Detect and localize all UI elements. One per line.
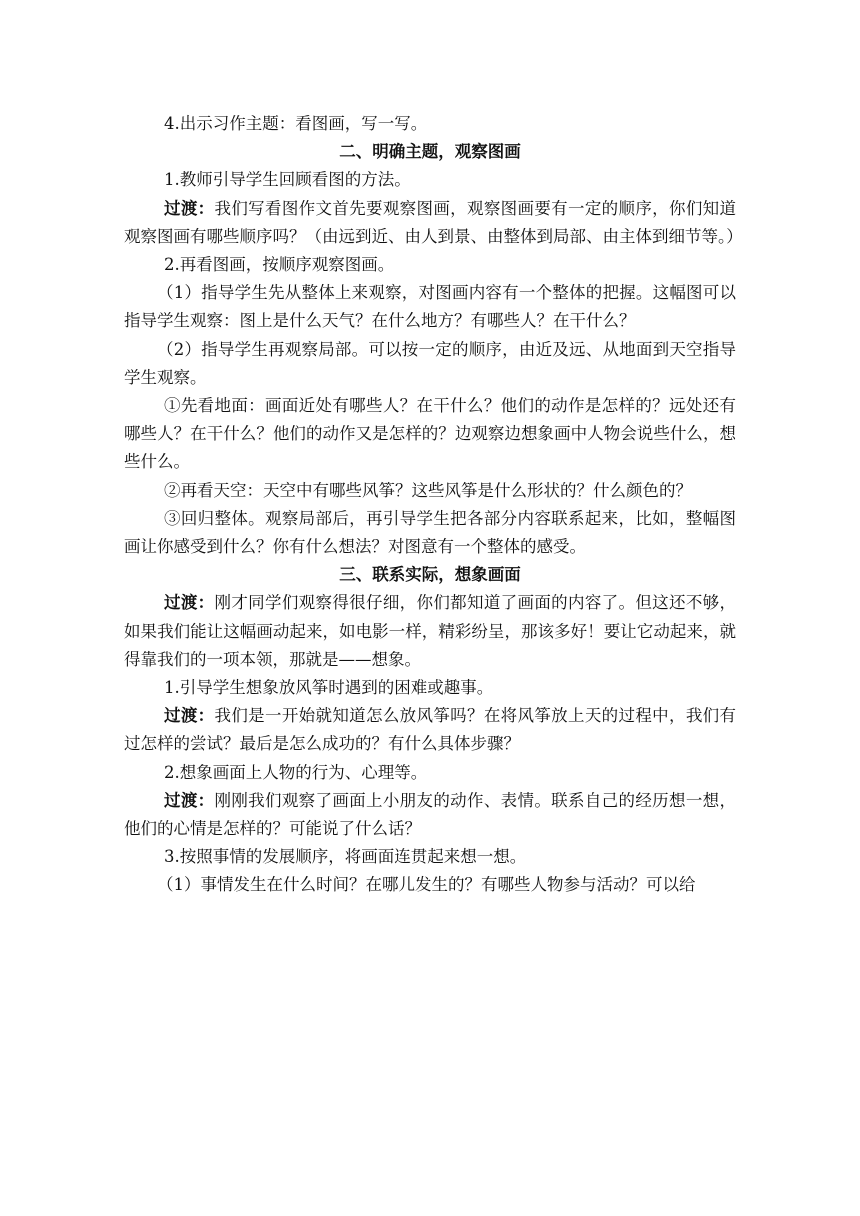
paragraph-text: 刚刚我们观察了画面上小朋友的动作、表情。联系自己的经历想一想，他们的心情是怎样的？可能说了什么话？ xyxy=(124,790,736,839)
transition-label: 过渡： xyxy=(164,593,215,613)
paragraph-text: ②再看天空：天空中有哪些风筝？这些风筝是什么形状的？什么颜色的？ xyxy=(164,480,692,500)
paragraph xyxy=(124,110,736,138)
paragraph-text: 1.引导学生想象放风筝时遇到的困难或趣事。 xyxy=(164,678,494,698)
paragraph xyxy=(124,166,736,194)
paragraph xyxy=(124,477,736,505)
paragraph-text: 1.教师引导学生回顾看图的方法。 xyxy=(164,170,411,190)
paragraph xyxy=(124,787,736,843)
paragraph-text: 2.再看图画，按顺序观察图画。 xyxy=(164,255,395,275)
paragraph xyxy=(124,702,736,758)
paragraph-text: ①先看地面：画面近处有哪些人？在干什么？他们的动作是怎样的？远处还有哪些人？在干什么？他们的动作又是怎样的？边观察边想象画中人物会说些什么，想些什么。 xyxy=(124,396,736,472)
paragraph xyxy=(124,589,736,674)
paragraph xyxy=(124,843,736,871)
paragraph-text: （2）指导学生再观察局部。可以按一定的顺序，由近及远、从地面到天空指导学生观察。 xyxy=(124,339,736,387)
paragraph-text: （1）指导学生先从整体上来观察，对图画内容有一个整体的把握。这幅图可以指导学生观察：图上是什么天气？在什么地方？有哪些人？在干什么？ xyxy=(124,283,736,331)
transition-label: 过渡： xyxy=(164,198,215,218)
paragraph-text: ③回归整体。观察局部后，再引导学生把各部分内容联系起来，比如，整幅图画让你感受到什么？你有什么想法？对图意有一个整体的感受。 xyxy=(124,508,736,557)
paragraph-text: 3.按照事情的发展顺序，将画面连贯起来想一想。 xyxy=(164,847,527,867)
paragraph-text: 4.出示习作主题：看图画，写一写。 xyxy=(164,114,428,133)
paragraph xyxy=(124,251,736,279)
paragraph-text: 我们是一开始就知道怎么放风筝吗？在将风筝放上天的过程中，我们有过怎样的尝试？最后是怎么成功的？有什么具体步骤？ xyxy=(124,706,736,754)
paragraph xyxy=(124,336,736,392)
section-heading: 二、明确主题，观察图画 xyxy=(339,142,521,162)
transition-label: 过渡： xyxy=(164,706,215,726)
paragraph-text: （1）事情发生在什么时间？在哪儿发生的？有哪些人物参与活动？可以给 xyxy=(157,875,696,895)
transition-label: 过渡： xyxy=(164,790,215,810)
paragraph xyxy=(124,674,736,702)
paragraph-text: 我们写看图作文首先要观察图画，观察图画要有一定的顺序，你们知道观察图画有哪些顺序吗？（由远到近、由人到景、由整体到局部、由主体到细节等。） xyxy=(124,198,743,246)
document-body xyxy=(124,110,743,900)
paragraph xyxy=(124,871,736,899)
paragraph xyxy=(124,759,736,787)
section-heading: 三、联系实际，想象画面 xyxy=(339,565,521,585)
paragraph xyxy=(124,505,736,561)
paragraph-text: 刚才同学们观察得很仔细，你们都知道了画面的内容了。但这还不够，如果我们能让这幅画动起来，如电影一样，精彩纷呈，那该多好！要让它动起来，就得靠我们的一项本领，那就是——想象。 xyxy=(124,593,736,669)
paragraph xyxy=(124,392,736,477)
paragraph xyxy=(124,195,743,251)
paragraph-text: 2.想象画面上人物的行为、心理等。 xyxy=(164,762,428,782)
paragraph xyxy=(124,279,736,335)
